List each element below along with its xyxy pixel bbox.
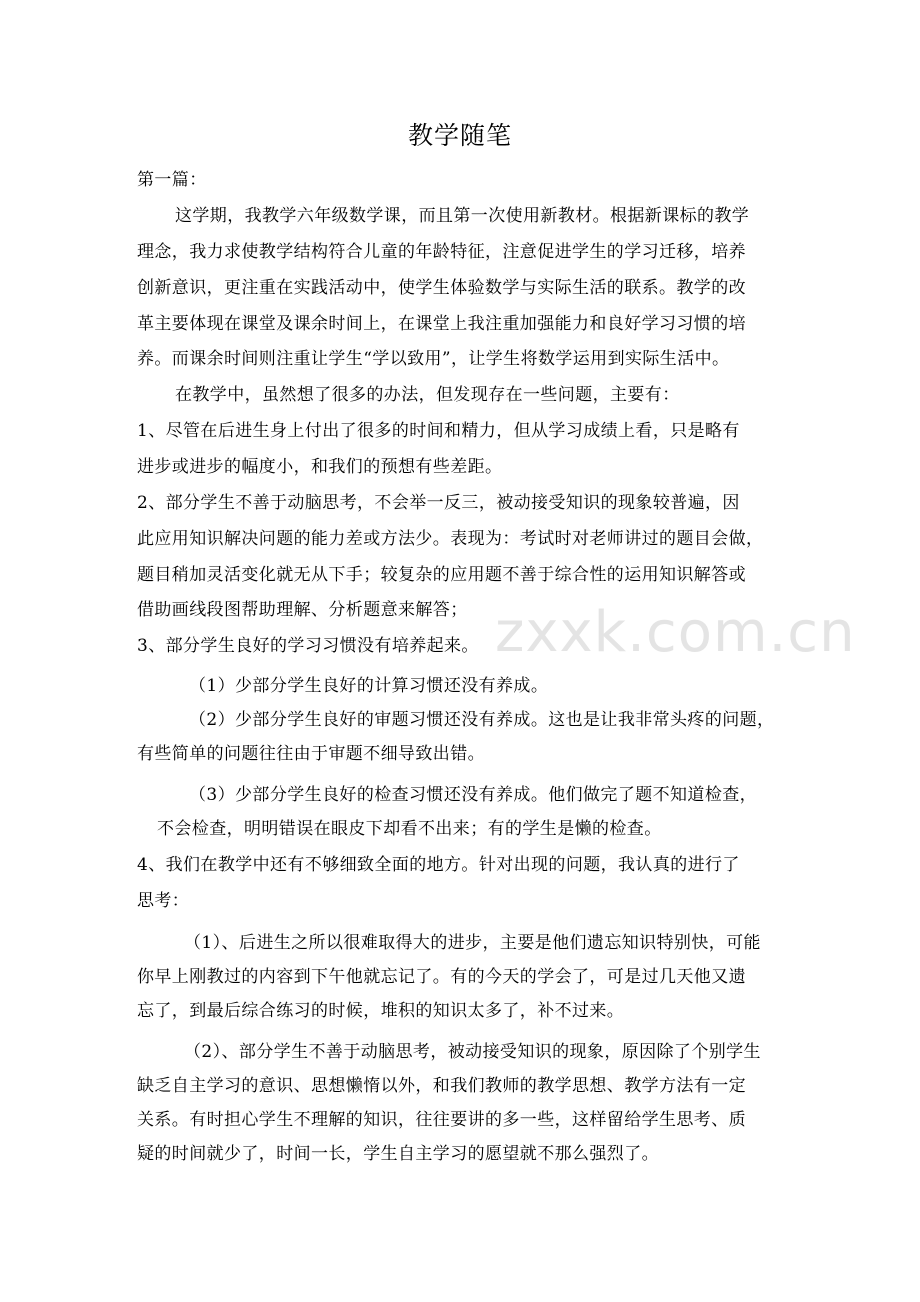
text-line: 不会检查，明明错误在眼皮下却看不出来；有的学生是懒的检查。 [157,819,662,839]
text-line: 进步或进步的幅度小，和我们的预想有些差距。 [137,457,503,477]
text-line: 4、我们在教学中还有不够细致全面的地方。针对出现的问题，我认真的进行了 [137,855,740,875]
text-line: （2）、部分学生不善于动脑思考，被动接受知识的现象，原因除了个别学生 [184,1042,761,1062]
text-line: 疑的时间就少了，时间一长，学生自主学习的愿望就不那么强烈了。 [137,1144,659,1164]
text-line: 忘了，到最后综合练习的时候，堆积的知识太多了，补不过来。 [137,1001,625,1021]
text-line: 关系。有时担心学生不理解的知识，往往要讲的多一些，这样留给学生思考、质 [137,1110,746,1130]
text-line: 1、尽管在后进生身上付出了很多的时间和精力，但从学习成绩上看，只是略有 [137,421,740,441]
text-line: 理念，我力求使教学结构符合儿童的年龄特征，注意促进学生的学习迁移，培养 [137,242,746,262]
text-line: 创新意识，更注重在实践活动中，使学生体验数学与实际生活的联系。教学的改 [137,278,746,298]
text-line: 你早上刚教过的内容到下午他就忘记了。有的今天的学会了，可是过几天他又遗 [137,967,746,987]
text-line: 革主要体现在课堂及课余时间上，在课堂上我注重加强能力和良好学习习惯的培 [137,314,746,334]
text-line: 借助画线段图帮助理解、分析题意来解答； [137,600,468,620]
text-line: 第一篇： [137,170,207,190]
text-line: （1）少部分学生良好的计算习惯还没有养成。 [189,676,549,696]
page-title: 教学随笔 [407,121,512,150]
text-line: 养。而课余时间则注重让学生“学以致用”，让学生将数学运用到实际生活中。 [137,349,730,369]
text-line: （3）少部分学生良好的检查习惯还没有养成。他们做完了题不知道检查， [189,785,758,805]
text-line: 2、部分学生不善于动脑思考，不会举一反三，被动接受知识的现象较普遍，因 [137,493,740,513]
text-line: （2）少部分学生良好的审题习惯还没有养成。这也是让我非常头疼的问题， [189,710,775,730]
text-line: 这学期，我教学六年级数学课，而且第一次使用新教材。根据新课标的教学 [175,206,750,226]
text-line: 有些简单的问题往往由于审题不细导致出错。 [137,744,485,764]
text-line: 缺乏自主学习的意识、思想懒惰以外，和我们教师的教学思想、教学方法有一定 [137,1076,746,1096]
text-line: 此应用知识解决问题的能力差或方法少。表现为：考试时对老师讲过的题目会做， [137,529,764,549]
watermark: zxxk.com.cn [495,600,856,665]
text-line: 3、部分学生良好的学习习惯没有培养起来。 [137,636,479,656]
text-line: （1）、后进生之所以很难取得大的进步，主要是他们遗忘知识特别快，可能 [184,933,761,953]
text-line: 题目稍加灵活变化就无从下手；较复杂的应用题不善于综合性的运用知识解答或 [137,565,746,585]
text-line: 在教学中，虽然想了很多的办法，但发现存在一些问题，主要有： [175,385,680,405]
text-line: 思考： [137,891,190,911]
